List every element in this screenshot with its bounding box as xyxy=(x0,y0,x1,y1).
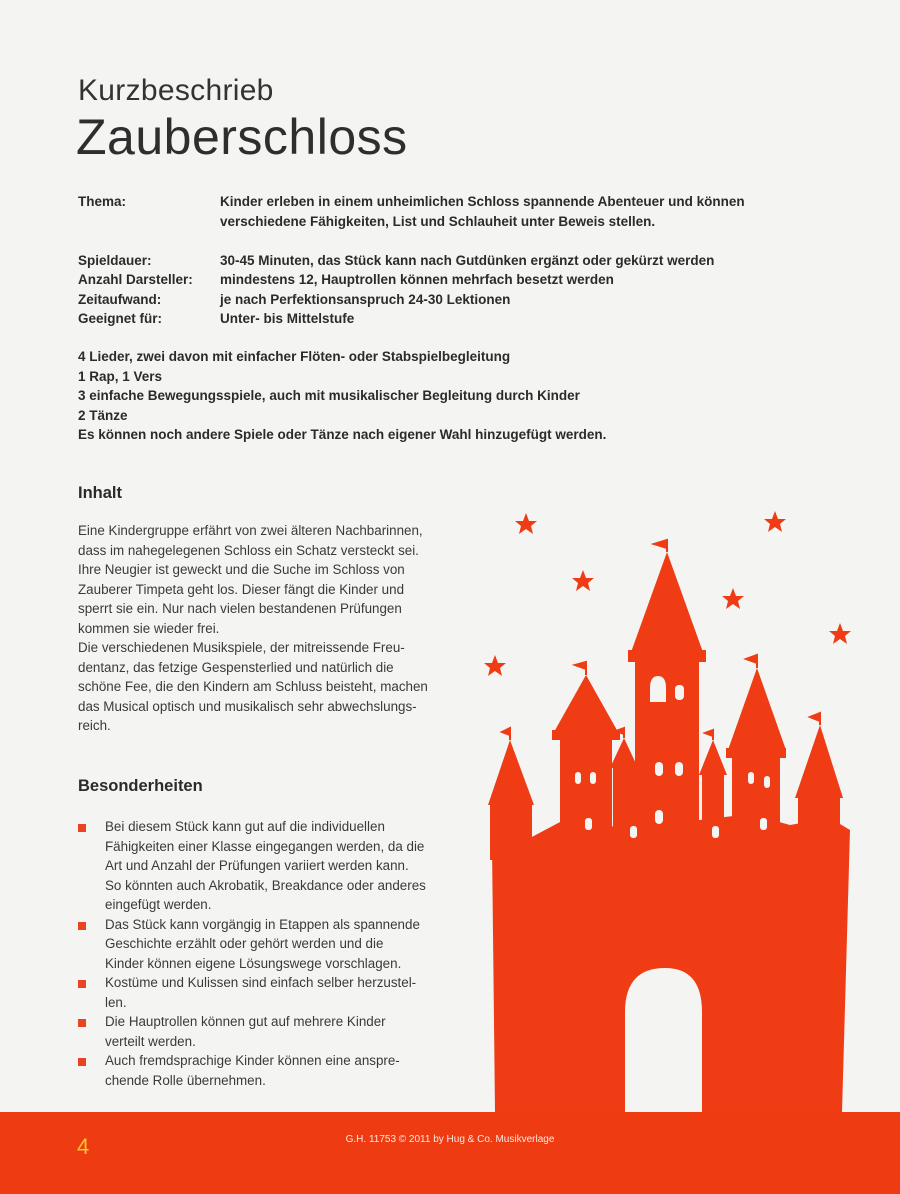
feature-item: 3 einfache Bewegungsspiele, auch mit musikalischer Begleitung durch Kinder xyxy=(78,388,580,403)
text-line: schöne Fee, die den Kindern am Schluss beisteht, machen xyxy=(78,679,428,694)
bullet-square-icon xyxy=(78,922,86,930)
features-list xyxy=(78,347,818,445)
page-kicker: Kurzbeschrieb xyxy=(78,74,274,107)
bullet-square-icon xyxy=(78,1058,86,1066)
fact-label: Zeitaufwand: xyxy=(78,291,162,307)
bullet-item: Die Hauptrollen können gut auf mehrere Kinder verteilt werden. xyxy=(78,1012,473,1051)
fact-row-darsteller xyxy=(78,270,818,290)
star-icon xyxy=(829,623,851,644)
fact-row-thema xyxy=(78,192,818,231)
star-icon xyxy=(572,570,594,591)
bullet-item: Das Stück kann vorgängig in Etappen als spannende Geschichte erzählt oder gehört werden und die Kinder können eigene Lösungswege vorschlagen. xyxy=(78,915,473,974)
text-line: dentanz, das fetzige Gespensterlied und natürlich die xyxy=(78,659,394,675)
fact-value: 30-45 Minuten, das Stück kann nach Gutdünken ergänzt oder gekürzt werden xyxy=(220,252,715,268)
facts-block xyxy=(78,192,818,329)
feature-item: Es können noch andere Spiele oder Tänze nach eigener Wahl hinzugefügt werden. xyxy=(78,427,607,442)
bullet-square-icon xyxy=(78,980,86,988)
copyright-text: G.H. 11753 © 2011 by Hug & Co. Musikverlage xyxy=(345,1134,555,1145)
bullet-item: Auch fremdsprachige Kinder können eine anspre- chende Rolle übernehmen. xyxy=(78,1051,473,1090)
inhalt-text xyxy=(78,521,473,736)
text-line: Zauberer Timpeta geht los. Dieser fängt die Kinder und xyxy=(78,581,405,597)
castle-shape xyxy=(488,552,850,1112)
text-line: Die verschiedenen Musikspiele, der mitreissende Freu- xyxy=(78,640,405,655)
fact-label: Geeignet für: xyxy=(78,311,163,326)
bullet-square-icon xyxy=(78,1019,86,1027)
fact-label: Thema: xyxy=(78,194,127,209)
fact-value: mindestens 12, Hauptrollen können mehrfach besetzt werden xyxy=(220,272,614,287)
text-line: reich. xyxy=(78,718,111,733)
bullet-item: Kostüme und Kulissen sind einfach selber herzustel- len. xyxy=(78,973,473,1012)
besonderheiten-list xyxy=(78,817,473,1090)
bullet-square-icon xyxy=(78,824,86,832)
fact-row-zeitaufwand xyxy=(78,290,818,310)
page-title: Zauberschloss xyxy=(76,109,408,165)
page-number: 4 xyxy=(77,1134,90,1159)
fact-value: Kinder erleben in einem unheimlichen Schloss spannende Abenteuer und können verschiedene Fähigkeiten, List und Schlauheit unter Beweis stellen. xyxy=(220,194,745,229)
bullet-item: Bei diesem Stück kann gut auf die individuellen Fähigkeiten einer Klasse eingegangen werden, da die Art und Anzahl der Prüfungen variiert werden kann. So könnten auch Akrobatik, Breakdance oder anderes eingefügt werden. xyxy=(78,817,473,915)
feature-item: 1 Rap, 1 Vers xyxy=(78,368,163,384)
fact-label: Spieldauer: xyxy=(78,252,152,268)
star-icon xyxy=(722,588,744,609)
inhalt-heading: Inhalt xyxy=(78,484,122,502)
fact-row-geeignet xyxy=(78,309,818,329)
star-icon xyxy=(484,655,506,676)
text-line: das Musical optisch und musikalisch sehr abwechslungs- xyxy=(78,698,417,714)
castle-illustration xyxy=(470,500,890,1120)
feature-item: 2 Tänze xyxy=(78,407,128,423)
footer-bar xyxy=(0,1112,900,1194)
fact-value: Unter- bis Mittelstufe xyxy=(220,311,355,326)
fact-value: je nach Perfektionsanspruch 24-30 Lektionen xyxy=(220,291,511,307)
feature-item: 4 Lieder, zwei davon mit einfacher Flöten- oder Stabspielbegleitung xyxy=(78,349,511,364)
star-icon xyxy=(515,513,537,534)
text-line: Ihre Neugier ist geweckt und die Suche im Schloss von xyxy=(78,562,405,577)
text-line: dass im nahegelegenen Schloss ein Schatz versteckt sei. xyxy=(78,542,419,558)
fact-row-spieldauer xyxy=(78,251,818,271)
fact-label: Anzahl Darsteller: xyxy=(78,272,193,287)
besonderheiten-heading: Besonderheiten xyxy=(78,777,203,795)
text-line: sperrt sie ein. Nur nach vielen bestandenen Prüfungen xyxy=(78,601,402,616)
star-icon xyxy=(764,511,786,532)
text-line: Eine Kindergruppe erfährt von zwei älteren Nachbarinnen, xyxy=(78,523,423,538)
text-line: kommen sie wieder frei. xyxy=(78,620,220,636)
